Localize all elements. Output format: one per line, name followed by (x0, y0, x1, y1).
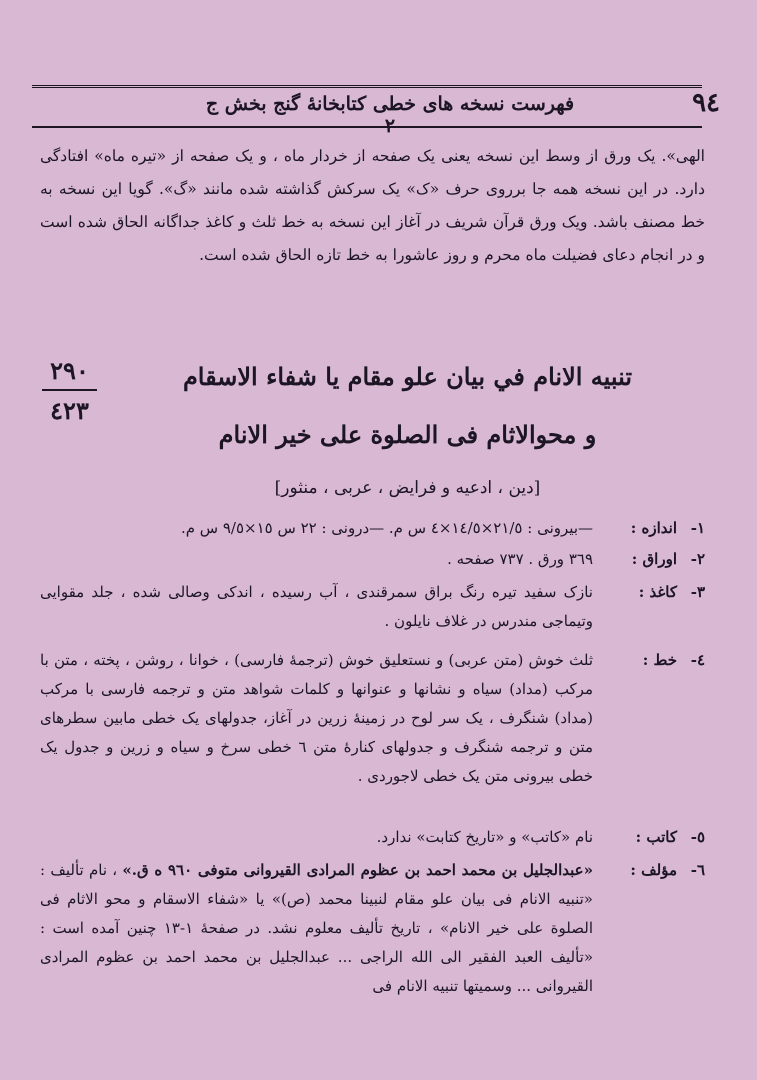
field-number: ٥- (690, 828, 705, 846)
field-number: ١- (690, 519, 705, 537)
field-text: ثلث خوش (متن عربی) و نستعلیق خوش (ترجمهٔ فارسی) ، خوانا ، روشن ، پخته ، متن با مرکب (مداد) سیاه و نشانها و عنوانها و کلمات شواهد متن و ترجمه فارسی با مرکب (مداد) شنگرف ، یک سر لوح در زمینهٔ زرین در آغاز، جدولهای یک خطی مابین سطرهای متن و ترجمه شنگرف و جدولهای کنارهٔ متن ٦ خطی سرخ و سیاه و زرین و جدول یک خطی بیرونی متن یک خطی لاجوردی . (40, 651, 593, 785)
field-script (40, 646, 705, 791)
entry-number-top: ٢٩٠ (50, 356, 89, 385)
field-leaves (40, 545, 705, 574)
field-text (40, 856, 593, 1001)
header-top-rule (32, 85, 702, 88)
field-paper (40, 578, 705, 636)
field-label: اوراق : (631, 550, 677, 568)
field-text: نام «کاتب» و «تاریخ کتابت» ندارد. (376, 828, 593, 846)
intro-paragraph: الهی». یک ورق از وسط این نسخه یعنی یک صفحه از خردار ماه ، و یک صفحه از «تیره ماه» افتادگی دارد. در این نسخه همه جا برروی حرف «ک» یک سرکش گذاشته شده مانند «گ». گویا این نسخه به خط مصنف باشد. ویک ورق قرآن شریف در آغاز این نسخه به خط ثلث و کاغذ جداگانه الحاق شده است و در انجام دعای فضیلت ماه محرم و روز عاشورا به خط تازه الحاق شده است. (40, 147, 705, 264)
field-author (40, 856, 705, 1001)
field-text: —بیرونی : ٢١/٥×١٤/٥×٤ س م. —درونی : ٢٢ س ١٥×٩/٥ س م. (180, 519, 593, 537)
entry-number-divider (42, 389, 97, 391)
field-number: ٤- (690, 651, 705, 669)
field-text: ٣٦٩ ورق . ٧٣٧ صفحه . (447, 550, 593, 568)
field-size (40, 514, 705, 543)
field-number: ٣- (690, 583, 705, 601)
field-number: ٦- (690, 861, 705, 879)
entry-title-line1: تنبیه الانام في بیان علو مقام یا شفاء الاسقام (182, 362, 633, 391)
entry-number (42, 355, 97, 427)
field-label: مؤلف : (630, 861, 677, 879)
header-bottom-rule (32, 126, 702, 128)
entry-title-line2: و محوالاثام فی الصلوة علی خیر الانام (218, 420, 597, 449)
entry-number-bottom: ٤٢٣ (50, 396, 89, 425)
field-label: کاغذ : (638, 583, 677, 601)
field-label: اندازه : (630, 519, 677, 537)
field-label: کاتب : (635, 828, 677, 846)
field-label: خط : (642, 651, 677, 669)
entry-subtitle: [دین ، ادعیه و فرایض ، عربی ، منثور] (274, 478, 541, 498)
page-number: ٩٤ (692, 88, 720, 118)
field-scribe (40, 823, 705, 852)
author-details: ، نام تألیف : «تنبیه الانام فی بیان علو مقام لنبینا محمد (ص)» یا «شفاء الاسقام و محو الاثام فی الصلوة علی خیر الانام» ، تاریخ تألیف معلوم نشد. در صفحهٔ ١-١٣ چنین آمده است : «تألیف العبد الفقیر الی الله الراجی ... عبدالجلیل بن محمد احمد بن عظوم المرادی القیروانی ... وسمیتها تنبیه الانام فی (40, 861, 593, 995)
running-header-title: فهرست نسخه های خطی کتابخانهٔ گنج بخش ج ٢ (205, 93, 575, 137)
author-name: «عبدالجلیل بن محمد احمد بن عظوم المرادی القیروانی متوفی ٩٦٠ ه ق.» (122, 861, 593, 879)
field-text: نازک سفید تیره رنگ براق سمرقندی ، آب رسیده ، اندکی وصالی شده ، جلد مقوایی وتیماجی مندرس در غلاف نایلون . (40, 583, 593, 630)
field-number: ٢- (690, 550, 705, 568)
